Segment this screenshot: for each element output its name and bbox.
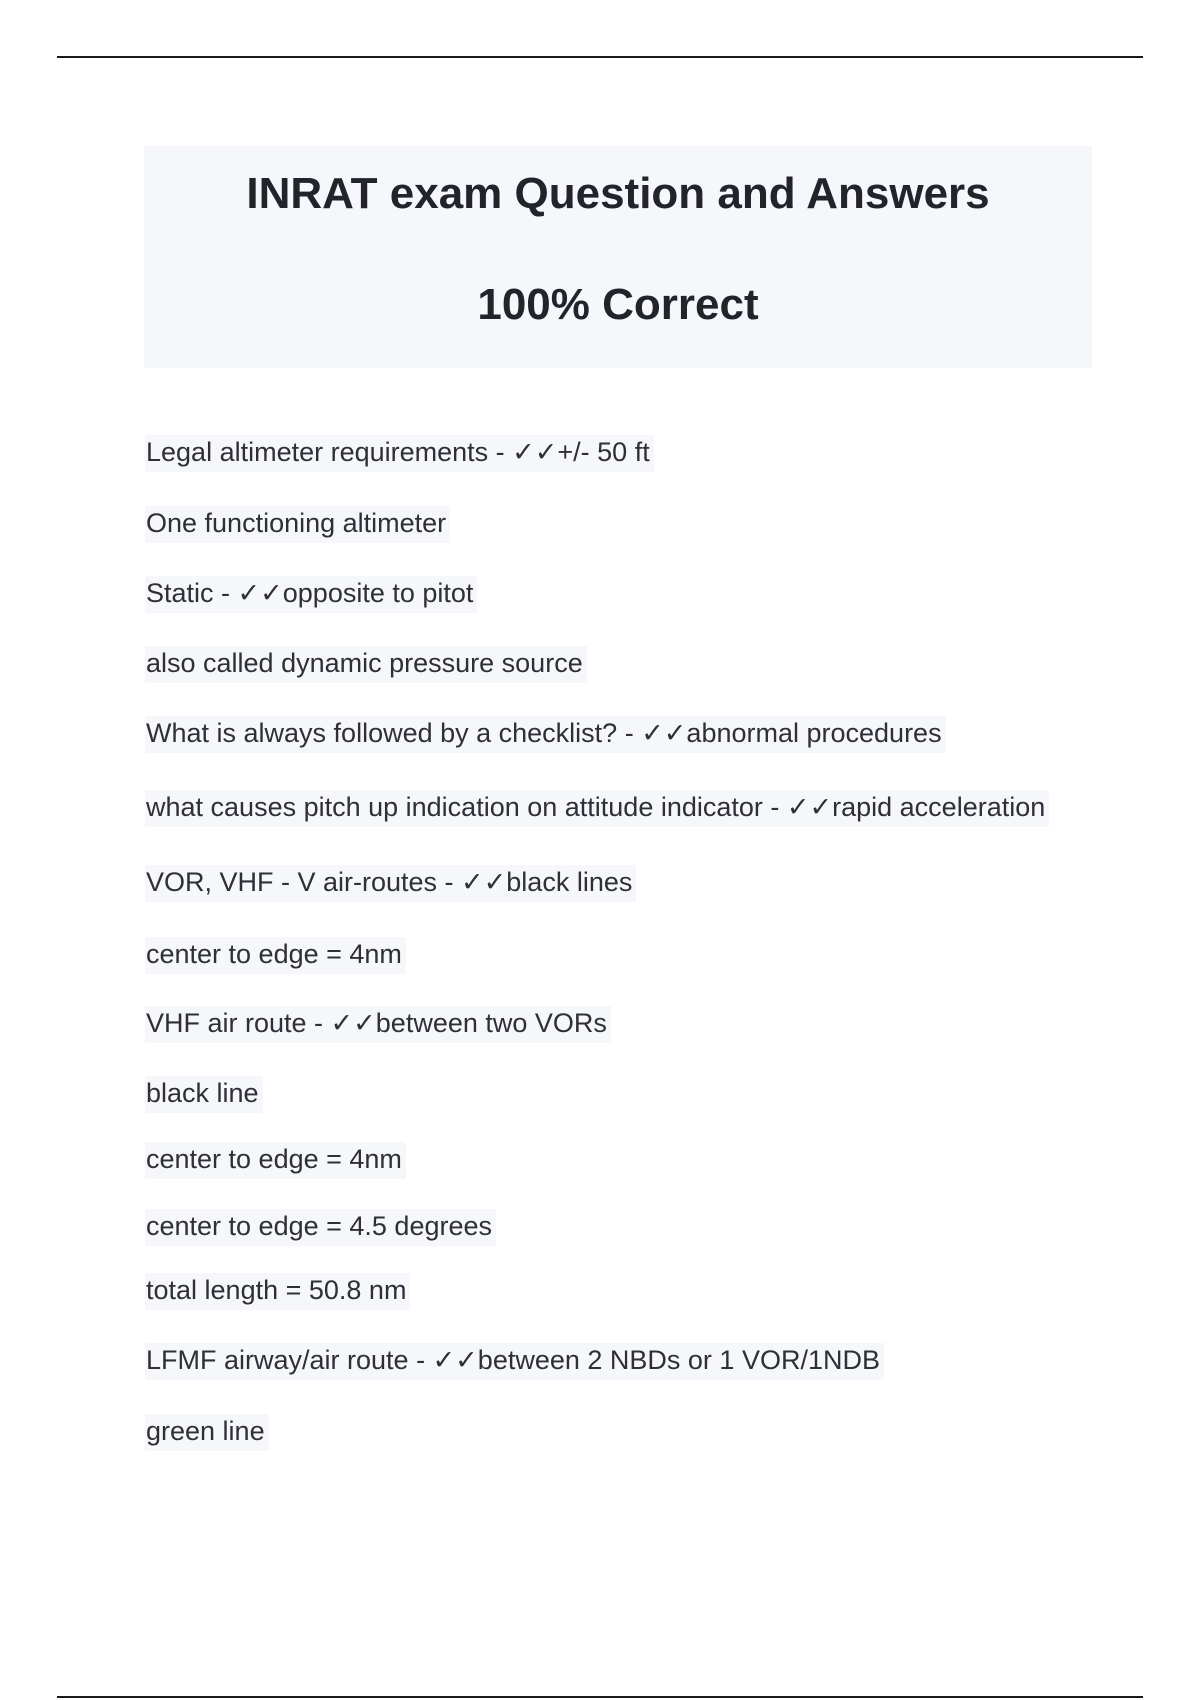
- qa-line: What is always followed by a checklist? - ✓✓abnormal procedures: [145, 716, 946, 753]
- qa-line: Legal altimeter requirements - ✓✓+/- 50 ft: [145, 435, 654, 472]
- qa-line: what causes pitch up indication on attitude indicator - ✓✓rapid acceleration: [145, 790, 1049, 827]
- qa-line: black line: [145, 1076, 263, 1113]
- qa-line: total length = 50.8 nm: [145, 1273, 410, 1310]
- document-subtitle: 100% Correct: [477, 280, 759, 329]
- qa-line: Static - ✓✓opposite to pitot: [145, 576, 477, 613]
- qa-line: LFMF airway/air route - ✓✓between 2 NBDs or 1 VOR/1NDB: [145, 1343, 884, 1380]
- qa-line: also called dynamic pressure source: [145, 646, 587, 683]
- qa-line: One functioning altimeter: [145, 506, 450, 543]
- document-title: INRAT exam Question and Answers: [246, 169, 990, 218]
- qa-line: center to edge = 4nm: [145, 1142, 406, 1179]
- qa-line: VHF air route - ✓✓between two VORs: [145, 1006, 611, 1043]
- top-divider: [57, 56, 1143, 58]
- qa-line: green line: [145, 1414, 269, 1451]
- qa-line: center to edge = 4.5 degrees: [145, 1209, 496, 1246]
- qa-line: center to edge = 4nm: [145, 937, 406, 974]
- title-banner: [144, 146, 1092, 368]
- qa-line: VOR, VHF - V air-routes - ✓✓black lines: [145, 865, 636, 902]
- bottom-divider: [57, 1696, 1143, 1698]
